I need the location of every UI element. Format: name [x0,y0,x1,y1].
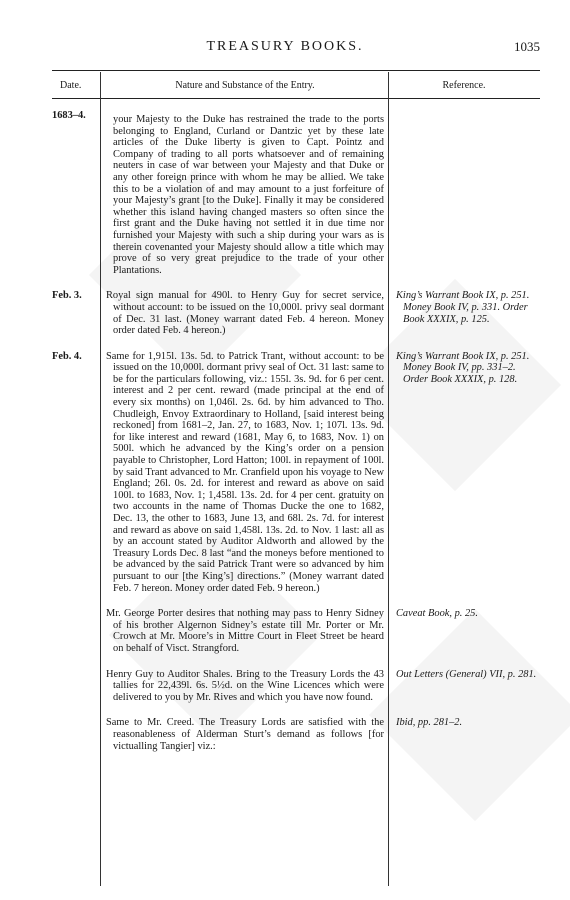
column-header-nature: Nature and Substance of the Entry. [175,80,315,91]
running-head [0,39,570,59]
entry-date: Feb. 4. [52,350,82,362]
entry-reference-text: Ibid, pp. 281–2. [396,717,463,729]
entry-reference [396,717,542,729]
entry-row [0,290,570,336]
entry-row [0,351,570,594]
entry-row [0,669,570,704]
entry-date: Feb. 3. [52,290,82,302]
entry-text: Same for 1,915l. 13s. 5d. to Patrick Trant, without account: to be issued on the 10,000l. dormant privy seal of Oct. 31 last: same to be for the particulars following, viz.: 155l. 3s. 9d. for 6 per cent. interest and 2 per cent. reward (made principal at the end of every six months) on 1,046l. 2s. 6d. by him advanced to Tho. Chudleigh, Envoy Extraordinary to Holland, [said interest being reckoned] from 1681–2, Jan. 27, to 1683, Nov. 1; 107l. 13s. 9d. for like interest and reward (1681, May 6, to 1683, Nov. 1) on 500l. which he advanced by the King’s order on a pension payable to Christopher, Lord Hatton; 100l. in repayment of 100l. by said Trant advanced to Mr. Cranfield upon his voyage to New England; 26l. 0s. 2d. for interest and reward as above on said 100l. to 1683, Nov. 1; 1,458l. 13s. 2d. for 4 per cent. gratuity on two accounts in the name of Thomas Ducke the one to 1682, Dec. 13, the other to 1683, June 13, and 68l. 2s. 7d. for interest and reward as above on said 1,458l. 13s. 2d. to Nov. 1 last: all as by an account stated by Auditor Aldworth and allowed by the Treasury Lords Dec. 8 last “and the moneys before mentioned to be advanced by the said Patrick Trant were so advanced by him pursuant to our [the King’s] directions.” (Money warrant dated Feb. 7 hereon. Money order dated Feb. 9 hereon.) [106,350,384,594]
entry-date: 1683–4. [52,110,86,121]
entries-table [0,104,570,766]
entry-text: Royal sign manual for 490l. to Henry Guy for secret service, without account: to be issued on the 10,000l. privy seal dormant of Dec. 31 last. (Money warrant dated Feb. 4 hereon. Money order dated Feb. 4 hereon.) [106,290,384,337]
entry-text: Mr. George Porter desires that nothing may pass to Henry Sidney of his brother Algernon Sidney’s estate till Mr. Porter or Mr. Crowch at Mr. Moore’s in Mittre Court in Fleet Street be heard on behalf of Visct. Strangford. [106,608,384,654]
entry-reference-text: Caveat Book, p. 25. [396,608,478,620]
entry-text: Same to Mr. Creed. The Treasury Lords are satisfied with the reasonableness of Alderman Sturt’s demand as follows [for victualling Tangier] viz.: [106,717,384,752]
entry-text: your Majesty to the Duke has restrained the trade to the ports belonging to England, Curland or Dantzic yet by these late articles of the Duke liberty is given to Capt. Pointz and Company of trading to all ports whatsoever and of remaining neuters in case of war between your Majesty and that Duke or any other foreign prince with whom he may be allied. We take this to be a violation of and may amount to a just forfeiture of your Majesty’s grant [to the Duke]. Finally it may be considered whether this island having changed masters so often since the first grant and the Duke having not settled it in due time nor furnished your Majesty with such a ship during your wars as is therein covenanted your Majesty should allow a title which may prove of so very great prejudice to the trade of your other Plantations. [113,114,384,276]
header-rule-top [52,70,540,71]
column-header-date: Date. [60,80,82,91]
header-rule-bottom [52,98,540,99]
entry-reference [396,351,542,386]
entry-reference-text: King’s Warrant Book IX, p. 251. Money Book IV, pp. 331–2. Order Book XXXIX, p. 128. [396,350,530,385]
entry-row [0,717,570,752]
entry-text: Henry Guy to Auditor Shales. Bring to the Treasury Lords the 43 tallies for 22,439l. 6s. 5½d. on the Wine Licences which were delivered to you by Mr. Rives and which you have now found. [106,668,384,703]
entry-reference [396,608,542,620]
entry-row [0,110,570,276]
page-title: TREASURY BOOKS. [206,39,364,54]
column-header-reference: Reference. [442,80,486,91]
entry-reference-text: King’s Warrant Book IX, p. 251. Money Book IV, p. 331. Order Book XXXIX, p. 125. [396,290,530,325]
entry-reference [396,290,542,325]
page-number: 1035 [514,39,540,54]
entry-reference-text: Out Letters (General) VII, p. 281. [396,668,537,680]
entry-reference [396,669,542,681]
entry-row [0,608,570,654]
